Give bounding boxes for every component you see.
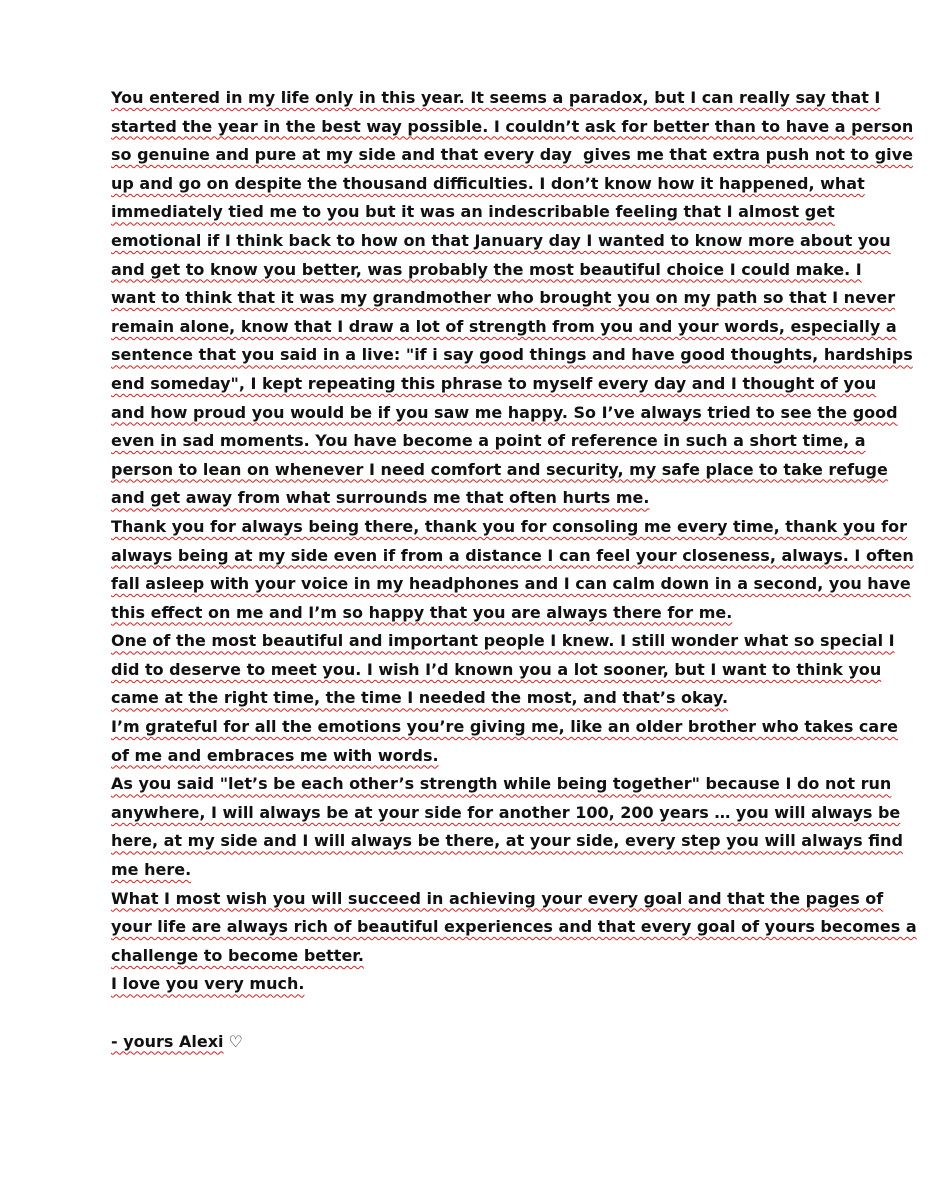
text-line: I love you very much. xyxy=(111,974,305,994)
text-line: started the year in the best way possible. I couldn’t ask for better than to have a person xyxy=(111,116,914,136)
text-line: Thank you for always being there, thank you for consoling me every time, thank you for xyxy=(111,516,907,536)
text-line: As you said "let’s be each other’s strength while being together" because I do not run xyxy=(111,774,892,794)
signature-text: - yours Alexi xyxy=(111,1031,224,1051)
text-line: What I most wish you will succeed in achieving your every goal and that the pages of xyxy=(111,888,884,908)
text-line: immediately tied me to you but it was an indescribable feeling that I almost get xyxy=(111,202,835,222)
text-line: fall asleep with your voice in my headphones and I can calm down in a second, you have xyxy=(111,574,911,594)
text-line: emotional if I think back to how on that January day I wanted to know more about you xyxy=(111,230,891,250)
letter-body[interactable] xyxy=(111,84,917,1056)
text-line: want to think that it was my grandmother who brought you on my path so that I never xyxy=(111,288,896,308)
text-line: up and go on despite the thousand difficulties. I don’t know how it happened, what xyxy=(111,173,865,193)
blank-line xyxy=(111,999,871,1028)
text-line: came at the right time, the time I needed the most, and that’s okay. xyxy=(111,688,729,708)
text-line: challenge to become better. xyxy=(111,945,364,965)
text-line: You entered in my life only in this year. It seems a paradox, but I can really say that I xyxy=(111,88,881,107)
text-line: me here. xyxy=(111,860,192,880)
text-line: sentence that you said in a live: "if i say good things and have good thoughts, hardships xyxy=(111,345,913,365)
text-line: of me and embraces me with words. xyxy=(111,745,439,765)
text-line: this effect on me and I’m so happy that you are always there for me. xyxy=(111,602,733,622)
text-line: and get away from what surrounds me that often hurts me. xyxy=(111,488,650,508)
signature-line xyxy=(111,1028,871,1057)
text-line: here, at my side and I will always be there, at your side, every step you will always find xyxy=(111,831,903,851)
text-line: anywhere, I will always be at your side for another 100, 200 years … you will always be xyxy=(111,802,901,822)
text-line: person to lean on whenever I need comfort and security, my safe place to take refuge xyxy=(111,459,888,479)
text-line: and get to know you better, was probably the most beautiful choice I could make. I xyxy=(111,259,862,279)
heart-icon: ♡ xyxy=(228,1031,243,1051)
text-line: I’m grateful for all the emotions you’re giving me, like an older brother who takes care xyxy=(111,717,898,737)
text-line: so genuine and pure at my side and that every day gives me that extra push not to give xyxy=(111,145,913,165)
text-line: always being at my side even if from a distance I can feel your closeness, always. I often xyxy=(111,545,914,565)
text-line: did to deserve to meet you. I wish I’d known you a lot sooner, but I want to think you xyxy=(111,659,882,679)
text-line: even in sad moments. You have become a point of reference in such a short time, a xyxy=(111,431,866,451)
text-line: your life are always rich of beautiful experiences and that every goal of yours becomes a xyxy=(111,917,917,937)
text-line: One of the most beautiful and important people I knew. I still wonder what so special I xyxy=(111,631,895,651)
text-line: remain alone, know that I draw a lot of strength from you and your words, especially a xyxy=(111,316,897,336)
text-line: and how proud you would be if you saw me happy. So I’ve always tried to see the good xyxy=(111,402,898,422)
text-line: end someday", I kept repeating this phrase to myself every day and I thought of you xyxy=(111,373,877,393)
